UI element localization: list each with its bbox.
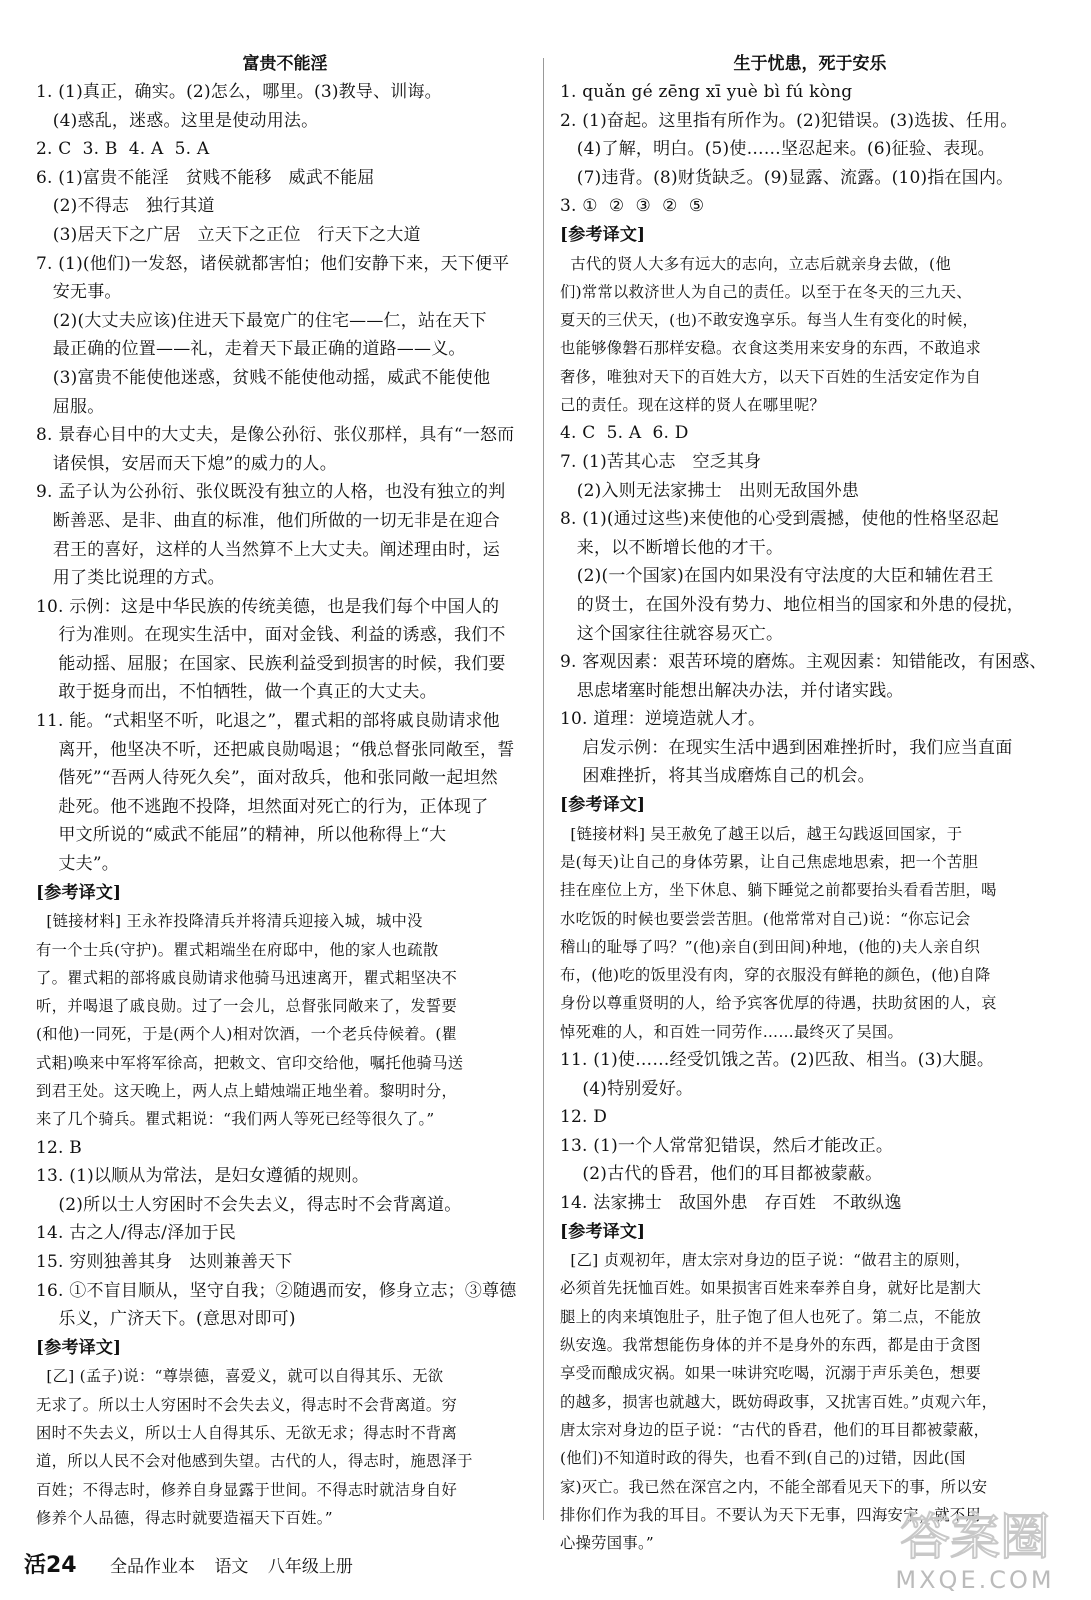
text-line: 屈服。: [36, 396, 105, 417]
text-line: 式耜)唤来中军将军徐高，把敕文、官印交给他，嘱托他骑马送: [36, 1053, 464, 1072]
right-lines: [560, 78, 1060, 1557]
text-line: 11. (1)使……经受饥饿之苦。(2)匹敌、相当。(3)大腿。: [560, 1050, 995, 1071]
text-line: 2. (1)奋起。这里指有所作为。(2)犯错误。(3)选拔、任用。: [560, 110, 1018, 131]
section-heading: [参考译文]: [36, 1337, 122, 1358]
text-line: 12. B: [36, 1137, 82, 1158]
text-line: [链接材料] 王永祚投降清兵并将清兵迎接入城，城中没: [36, 912, 423, 931]
text-line: 也能够像磐石那样安稳。衣食这类用来安身的东西，不敢追求: [560, 339, 982, 358]
text-line: 困难挫折，将其当成磨炼自己的机会。: [560, 766, 875, 787]
book-name: 全品作业本: [110, 1557, 196, 1577]
left-column: [36, 50, 534, 1532]
text-line: 16. ①不盲目顺从，坚守自我；②随遇而安，修身立志；③尊德: [36, 1280, 517, 1301]
text-line: 享受而酿成灾祸。如果一味讲究吃喝，沉溺于声乐美色，想要: [560, 1364, 982, 1383]
text-line: 是(每天)让自己的身体劳累，让自己焦虑地思索，把一个苦胆: [560, 852, 979, 871]
text-line: 听，并喝退了戚良勋。过了一会儿，总督张同敞来了，发誓要: [36, 997, 458, 1016]
text-line: 8. 景春心目中的大丈夫，是像公孙衍、张仪那样，具有“一怒而: [36, 425, 515, 446]
text-line: 7. (1)苦其心志 空乏其身: [560, 451, 762, 472]
text-line: 能动摇、屈服；在国家、民族利益受到损害的时候，我们要: [36, 653, 506, 674]
text-line: 赴死。他不逃跑不投降，坦然面对死亡的行为，正体现了: [36, 796, 489, 817]
section-heading: [参考译文]: [560, 224, 646, 245]
text-line: 2. C 3. B 4. A 5. A: [36, 139, 210, 160]
text-line: 悼死难的人，和百姓一同劳作……最终灭了吴国。: [560, 1022, 904, 1041]
text-line: 有一个士兵(守护)。瞿式耜端坐在府邸中，他的家人也疏散: [36, 940, 439, 959]
text-line: [链接材料] 吴王赦免了越王以后，越王勾践返回国家，于: [560, 824, 963, 843]
text-line: 这个国家往往就容易灭亡。: [560, 623, 784, 644]
text-line: 14. 古之人/得志/泽加于民: [36, 1223, 236, 1244]
watermark-text-bottom: MXQE.COM: [895, 1566, 1055, 1594]
page-footer: [24, 1548, 367, 1579]
section-heading: [参考译文]: [560, 795, 646, 816]
text-line: 诸侯惧，安居而天下熄”的威力的人。: [36, 453, 337, 474]
text-line: [乙] 贞观初年，唐太宗对身边的臣子说：“做君主的原则，: [560, 1251, 971, 1270]
text-line: 挂在座位上方，坐下休息、躺下睡觉之前都要抬头看看苦胆，喝: [560, 881, 997, 900]
text-line: 们)常常以救济世人为自己的责任。以至于在冬天的三九天、: [560, 282, 972, 301]
text-line: (7)违背。(8)财货缺乏。(9)显露、流露。(10)指在国内。: [560, 167, 1014, 188]
text-line: 启发示例：在现实生活中遇到困难挫折时，我们应当直面: [560, 737, 1013, 758]
text-line: 11. 能。“式耜坚不听，叱退之”，瞿式耜的部将戚良勋请求他: [36, 711, 500, 732]
text-line: 的贤士，在国外没有势力、地位相当的国家和外患的侵扰，: [560, 594, 1025, 615]
text-line: 乐义，广济天下。(意思对即可): [36, 1309, 296, 1330]
text-line: 4. C 5. A 6. D: [560, 423, 689, 444]
text-line: (4)惑乱，迷惑。这里是使动用法。: [36, 110, 319, 131]
grade-name: 八年级上册: [267, 1557, 353, 1577]
text-line: (2)(大丈夫应该)住进天下最宽广的住宅——仁，站在天下: [36, 310, 487, 331]
text-line: 必须首先抚恤百姓。如果损害百姓来奉养自身，就好比是割大: [560, 1279, 982, 1298]
watermark-logo: [875, 1496, 1075, 1596]
text-line: 无求了。所以士人穷困时不会失去义，得志时不会背离道。穷: [36, 1395, 458, 1414]
text-line: 断善恶、是非、曲直的标准，他们所做的一切无非是在迎合: [36, 510, 501, 531]
section-title-right: 生于忧患，死于安乐: [733, 54, 887, 74]
text-line: 了。瞿式耜的部将戚良勋请求他骑马迅速离开，瞿式耜坚决不: [36, 968, 458, 987]
text-line: (4)了解，明白。(5)使……坚忍起来。(6)征验、表现。: [560, 139, 995, 160]
text-line: 来了几个骑兵。瞿式耜说：“我们两人等死已经等很久了。”: [36, 1110, 435, 1129]
text-line: 奢侈，唯独对天下的百姓大方，以天下百姓的生活安定作为自: [560, 367, 982, 386]
page-number: 活24: [24, 1553, 77, 1578]
text-line: (和他)一同死，于是(两个人)相对饮酒，一个老兵侍候着。(瞿: [36, 1025, 458, 1044]
text-line: (他们)不知道时政的得失，也看不到(自己的)过错，因此(国: [560, 1449, 966, 1468]
text-line: 古代的贤人大多有远大的志向，立志后就亲身去做，(他: [560, 254, 951, 273]
text-line: 10. 示例：这是中华民族的传统美德，也是我们每个中国人的: [36, 596, 500, 617]
text-line: (4)特别爱好。: [560, 1078, 694, 1099]
text-line: 的越多，损害也就越大，既妨碍政事，又扰害百姓。”贞观六年，: [560, 1392, 998, 1411]
column-divider: [543, 58, 544, 1520]
text-line: 水吃饭的时候也要尝尝苦胆。(他常常对自己)说：“你忘记会: [560, 909, 971, 928]
text-line: 1. quǎn gé zēng xī yuè bì fú kòng: [560, 82, 853, 102]
text-line: (2)入则无法家拂士 出则无敌国外患: [560, 480, 860, 501]
text-line: 行为准则。在现实生活中，面对金钱、利益的诱惑，我们不: [36, 625, 506, 646]
section-heading: [参考译文]: [560, 1221, 646, 1242]
text-line: 甲文所说的“威武不能屈”的精神，所以他称得上“大: [36, 825, 447, 846]
text-line: 安无事。: [36, 282, 122, 303]
text-line: (3)富贵不能使他迷惑，贫贱不能使他动摇，威武不能使他: [36, 367, 491, 388]
text-line: 3. ① ② ③ ② ⑤: [560, 196, 705, 217]
text-line: 偕死”“吾两人待死久矣”，面对敌兵，他和张同敞一起坦然: [36, 768, 498, 789]
text-line: [乙] (孟子)说：“尊崇德，喜爱义，就可以自得其乐、无欲: [36, 1367, 444, 1386]
text-line: (2)所以士人穷困时不会失去义，得志时不会背离道。: [36, 1194, 462, 1215]
right-column: [560, 50, 1060, 1557]
text-line: 丈夫”。: [36, 854, 119, 875]
subject-name: 语文: [214, 1557, 249, 1577]
text-line: 7. (1)(他们)一发怒，诸侯就都害怕；他们安静下来，天下便平: [36, 253, 510, 274]
text-line: 敢于挺身而出，不怕牺牲，做一个真正的大丈夫。: [36, 682, 437, 703]
text-line: 9. 孟子认为公孙衍、张仪既没有独立的人格，也没有独立的判: [36, 482, 506, 503]
text-line: (2)不得志 独行其道: [36, 196, 215, 217]
text-line: 家)灭亡。我已然在深宫之内，不能全部看见天下的事，所以安: [560, 1477, 988, 1496]
text-line: 1. (1)真正，确实。(2)怎么，哪里。(3)教导、训诲。: [36, 82, 442, 102]
text-line: 9. 客观因素：艰苦环境的磨炼。主观因素：知错能改，有困惑、: [560, 652, 1047, 673]
text-line: 排你们作为我的耳目。不要认为天下无事，四海安宁，就不用: [560, 1505, 982, 1524]
section-heading: [参考译文]: [36, 882, 122, 903]
text-line: 用了类比说理的方式。: [36, 568, 225, 589]
text-line: 10. 道理：逆境造就人才。: [560, 709, 766, 730]
text-line: 百姓；不得志时，修养自身显露于世间。不得志时就洁身自好: [36, 1480, 458, 1499]
text-line: (3)居天下之广居 立天下之正位 行天下之大道: [36, 224, 421, 245]
text-line: 思虑堵塞时能想出解决办法，并付诸实践。: [560, 680, 904, 701]
text-line: 夏天的三伏天，(也)不敢安逸享乐。每当人生有变化的时候，: [560, 311, 979, 330]
section-title-left: 富贵不能淫: [242, 54, 328, 74]
text-line: 身份以尊重贤明的人，给予宾客优厚的待遇，扶助贫困的人，哀: [560, 994, 997, 1013]
left-lines: [36, 78, 534, 1532]
text-line: 到君王处。这天晚上，两人点上蜡烛端正地坐着。黎明时分，: [36, 1082, 458, 1100]
text-line: 最正确的位置——礼，走着天下最正确的道路——义。: [36, 339, 466, 360]
text-line: 离开，他坚决不听，还把戚良勋喝退；“俄总督张同敞至，誓: [36, 739, 515, 760]
text-line: 心操劳国事。”: [560, 1534, 655, 1553]
text-line: (2)(一个国家)在国内如果没有守法度的大臣和辅佐君王: [560, 566, 994, 587]
watermark-text-top: 答案圈: [900, 1508, 1050, 1566]
text-line: 来，以不断增长他的才干。: [560, 537, 784, 558]
text-line: 纵安逸。我常想能伤身体的并不是身外的东西，都是由于贪图: [560, 1336, 982, 1355]
text-line: (2)古代的昏君，他们的耳目都被蒙蔽。: [560, 1164, 883, 1185]
text-line: 12. D: [560, 1107, 608, 1128]
text-line: 15. 穷则独善其身 达则兼善天下: [36, 1251, 293, 1272]
text-line: 君王的喜好，这样的人当然算不上大丈夫。阐述理由时，运: [36, 539, 501, 560]
text-line: 稽山的耻辱了吗？”(他)亲自(到田间)种地，(他的)夫人亲自织: [560, 937, 981, 956]
text-line: 13. (1)以顺从为常法，是妇女遵循的规则。: [36, 1166, 370, 1187]
text-line: 困时不失去义，所以士人自得其乐、无欲无求；得志时不背离: [36, 1423, 458, 1442]
text-line: 布，(他)吃的饭里没有肉，穿的衣服没有鲜艳的颜色，(他)自降: [560, 966, 991, 985]
text-line: 道，所以人民不会对他感到失望。古代的人，得志时，施恩泽于: [36, 1452, 473, 1471]
text-line: 14. 法家拂士 敌国外患 存百姓 不敢纵逸: [560, 1193, 902, 1213]
text-line: 8. (1)(通过这些)来使他的心受到震撼，使他的性格坚忍起: [560, 509, 999, 530]
text-line: 6. (1)富贵不能淫 贫贱不能移 威武不能屈: [36, 167, 375, 188]
text-line: 唐太宗对身边的臣子说：“古代的昏君，他们的耳目都被蒙蔽，: [560, 1420, 990, 1439]
text-line: 己的责任。现在这样的贤人在哪里呢？: [560, 396, 826, 415]
text-line: 13. (1)一个人常常犯错误，然后才能改正。: [560, 1135, 894, 1156]
text-line: 修养个人品德，得志时就要造福天下百姓。”: [36, 1508, 333, 1527]
text-line: 腿上的肉来填饱肚子，肚子饱了但人也死了。第二点，不能放: [560, 1307, 982, 1326]
